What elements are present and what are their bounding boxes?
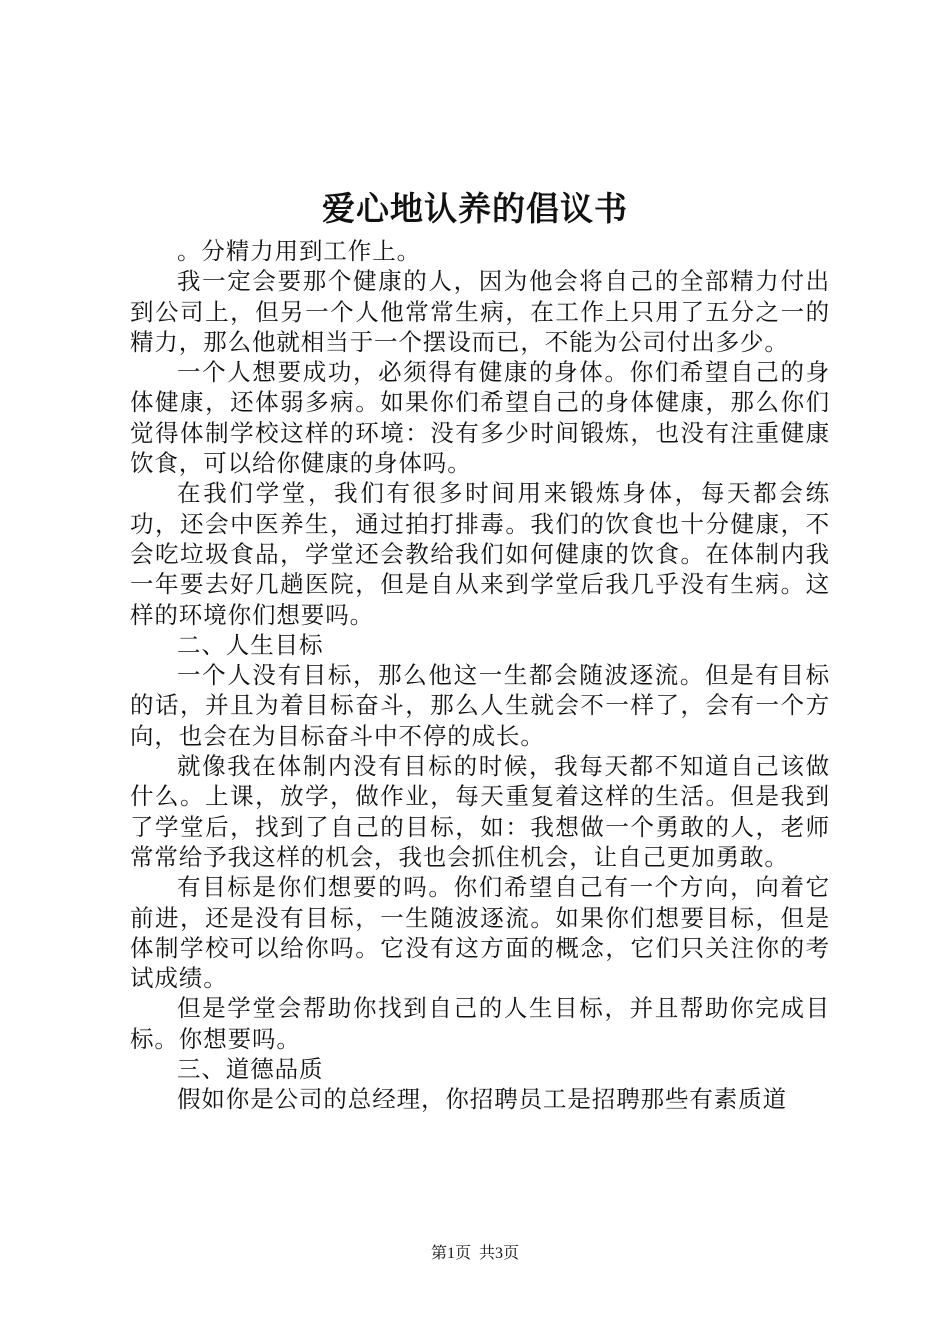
paragraph: 一个人想要成功，必须得有健康的身体。你们希望自己的身体健康，还体弱多病。如果你们希望自己的身体健康，那么你们觉得体制学校这样的环境：没有多少时间锻炼，也没有注重健康饮食，可以给你健康的身体吗。 [130,358,830,478]
paragraph: 我一定会要那个健康的人，因为他会将自己的全部精力付出到公司上，但另一个人他常常生病，在工作上只用了五分之一的精力，那么他就相当于一个摆设而已，不能为公司付出多少。 [130,267,830,356]
paragraph: 有目标是你们想要的吗。你们希望自己有一个方向，向着它前进，还是没有目标，一生随波逐流。如果你们想要目标，但是体制学校可以给你吗。它没有这方面的概念，它们只关注你的考试成绩。 [130,873,830,993]
page-total: 共3页 [479,1245,520,1262]
paragraph: 一个人没有目标，那么他这一生都会随波逐流。但是有目标的话，并且为着目标奋斗，那么人生就会不一样了，会有一个方向，也会在为目标奋斗中不停的成长。 [130,661,830,750]
paragraph: 假如你是公司的总经理，你招聘员工是招聘那些有素质道 [177,1085,787,1114]
paragraph: 在我们学堂，我们有很多时间用来锻炼身体，每天都会练功，还会中医养生，通过拍打排毒。我们的饮食也十分健康，不会吃垃圾食品，学堂还会教给我们如何健康的饮食。在体制内我一年要去好几趟医院，但是自从来到学堂后我几乎没有生病。这样的环境你们想要吗。 [130,479,830,629]
page-number: 第1页 [430,1245,471,1262]
section-heading: 二、人生目标 [177,630,324,659]
paragraph: 就像我在体制内没有目标的时候，我每天都不知道自己该做什么。上课，放学，做作业，每天重复着这样的生活。但是我到了学堂后，找到了自己的目标，如：我想做一个勇敢的人，老师常常给予我这样的机会，我也会抓住机会，让自己更加勇敢。 [130,752,830,871]
section-heading: 三、道德品质 [177,1055,324,1084]
paragraph: 但是学堂会帮助你找到自己的人生目标，并且帮助你完成目标。你想要吗。 [130,994,830,1053]
document-title: 爱心地认养的倡议书 [322,189,628,228]
page-footer [0,1243,950,1265]
document-body [130,236,830,1115]
paragraph: 。分精力用到工作上。 [177,237,421,265]
